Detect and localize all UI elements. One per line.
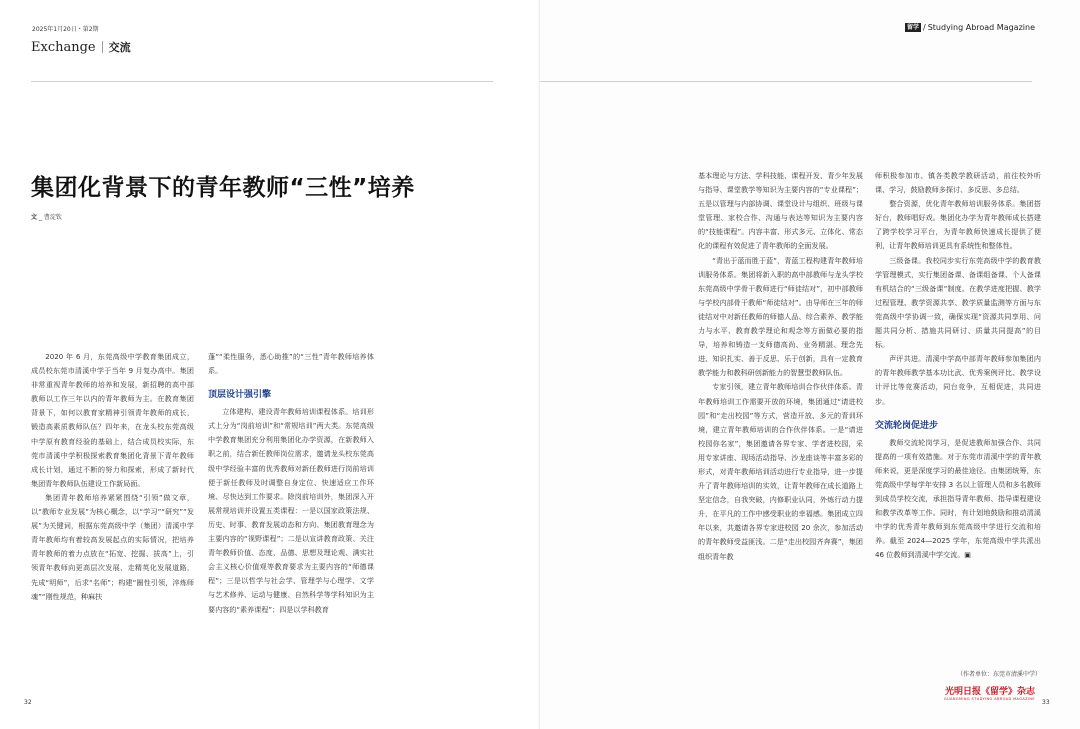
author-sep: _ — [37, 214, 44, 221]
paragraph: 集团青年教师培养紧紧围绕“引领”做文章，以“教师专业发展”为核心概念，以“学习”“研究”“发展”为关键词，根据东莞高级中学（集团）清溪中学青年教师均有着较高发展起点的实际情况，把培养青年教师的着力点放在“拓宽、挖掘、拔高”上，引领青年教师向更高层次发展、走精英化发展道路，先成“明师”，后求“名师”；构建“圈性引领，淬炼师魂”“刚性规范，种麻扶 — [31, 492, 194, 601]
section-en: Exchange — [31, 39, 96, 55]
magazine-header — [905, 23, 1035, 32]
magazine-sep: / — [923, 23, 926, 32]
right-page — [540, 0, 1080, 729]
paragraph: 2020 年 6 月，东莞高级中学教育集团成立，成员校东莞市清溪中学于当年 9 月复办高中。集团非常重视青年教师的培养和发展，新招聘的高中部教师以工作三年以内的青年教师为主。在教育集团背景下，如何以教育家精神引领青年教师的成长，锻造高素质教师队伍？四年来，在龙头校东莞高级中学原有教育经验的基础上，结合成员校实际，东莞市清溪中学积极探索教育集团化背景下青年教师成长计划，通过不断的努力和探索，形成了新时代集团青年教师队伍建设工作新局面。 — [31, 352, 194, 488]
column-3 — [698, 169, 863, 687]
brand-sub: GUANGMING STUDYING ABROAD MAGAZINE — [944, 697, 1035, 701]
author-line — [31, 212, 62, 221]
paragraph: 三级备课。我校同步实行东莞高级中学的教育教学管理模式，实行集团备课、备课组备课、个人备课有机结合的“三级备课”制度。在教学进度把握、教学过程管理、教学资源共享、教学质量监测等方面与东莞高级中学协调一致，确保实现“资源共同享用、问题共同分析、措施共同研讨、质量共同提高”的目标。 — [875, 255, 1041, 350]
paragraph: “青出于蓝而胜于蓝”，青蓝工程构建青年教师培训服务体系。集团将新入职的高中部教师与龙头学校东莞高级中学骨干教师进行“师徒结对”，初中部教师与学校内部骨干教师“师徒结对”。由导师在三年的师徒结对中对新任教师的师德人品、综合素养、教学能力与水平、教育教学理论和观念等方面做必要的指导，培养和铸造一支师德高尚、业务精湛、理念先进、知识扎实、善于反思、乐于创新，具有一定教育教学能力和教科研创新能力的智慧型教师队伍。 — [698, 255, 863, 378]
magazine-logo: 留学 — [906, 24, 919, 31]
header-rule — [31, 81, 493, 82]
paragraph: 专家引领，建立青年教师培训合作伙伴体系。青年教师培训工作需要开放的环境，集团通过“请进校园”和“走出校园”等方式，营造开放、多元的青训环境，建立青年教师培训的合作伙伴体系。一是“请进校园你名家”，集团邀请各界专家、学者进校园，采用专家讲座、现场活动指导、沙龙座谈等丰富多彩的形式，对青年教师培训活动进行专业指导，进一步提升了青年教师培训的实效，让青年教师在成长道路上坚定信念，自我突破，内修职业认同，外炼行动力提升，在平凡的工作中感受职业的幸福感。集团成立四年以来，共邀请各界专家进校园 20 余次，参加活动的青年教师受益匪浅。二是“走出校园齐奔赛”，集团组织青年教 — [698, 382, 863, 561]
paragraph: 声评共进。清溪中学高中部青年教师参加集团内的青年教师教学基本功比武、优秀案例评比、教学设计评比等竞赛活动，同台竞争，互相促进，共同进步。 — [875, 354, 1041, 406]
paragraph: 基本理论与方法、学科技能、课程开发、青少年发展与指导、课堂教学等知识为主要内容的“专业课程”；五是以管理与内部协调、课堂设计与组织、班级与课堂管理、家校合作、沟通与表达等知识为主要内容的“技能课程”。内容丰富、形式多元、立体化、常态化的课程有效促进了青年教师的全面发展。 — [698, 171, 863, 251]
column-1 — [31, 350, 194, 687]
column-4 — [875, 169, 1041, 674]
page-number-right: 33 — [1042, 699, 1050, 706]
header-rule — [540, 81, 1032, 82]
paragraph: 立体建构，建设青年教师培训课程体系。培训形式上分为“岗前培训”和“常规培训”两大类。东莞高级中学教育集团充分利用集团化办学资源，在新教师入职之前，结合新任教师岗位需求，邀请龙头校东莞高级中学经验丰富的优秀教师对新任教师进行岗前培训便于新任教师及时调整自身定位、快速适应工作环境、尽快达到工作要求。除岗前培训外，集团深入开展常规培训并设置五类课程：一是以国家政策法规、历史、时事、教育发展动态和方向、集团教育理念为主要内容的“视野课程”；二是以宣讲教育政策、关注青年教师价值、态度、品德、思想及理论观、满实社会主义核心价值观等教育要求为主要内容的“师德课程”；三是以哲学与社会学、管理学与心理学、文学与艺术修养、运动与健康、自然科学等学科知识为主要内容的“素养课程”；四是以学科教育 — [208, 407, 374, 614]
paragraph: 教师交流轮岗学习，是促进教师加强合作、共同提高的一项有效措施。对于东莞市清溪中学的青年教师来说，更是深度学习的最佳途径。由集团统筹，东莞高级中学每学年安排 3 名以上管理人员和多名教师到成员学校交流，承担指导青年教师、指导课程建设和教学改革等工作。同时，有计划地鼓励和推动清溪中学的优秀青年教师到东莞高级中学进行交流和培养。截至 2024—2025 学年，东莞高级中学共派出 46 位教师到清溪中学交流。▣ — [875, 437, 1041, 560]
section-zh: 交流 — [108, 41, 131, 54]
brand-logo: 光明日报《留学》杂志 — [944, 687, 1035, 697]
author-name: 曹淀钦 — [43, 214, 62, 221]
author-label: 文 — [31, 214, 38, 221]
magazine-name: Studying Abroad Magazine — [927, 23, 1035, 32]
section-divider — [102, 41, 103, 53]
column-2 — [208, 350, 374, 687]
author-affiliation — [875, 670, 1041, 682]
affiliation-text: （作者单位：东莞市清溪中学） — [956, 671, 1041, 678]
issue-date: 2025年1月20日・第2期 — [32, 26, 99, 33]
page-number-left: 32 — [24, 699, 32, 706]
section-heading: 顶层设计强引擎 — [208, 390, 272, 401]
paragraph: 整合资源，优化青年教师培训服务体系。集团搭好台，教师唱好戏。集团化办学为青年教师成长搭建了跨学校学习平台，为青年教师快速成长提供了便利，让青年教师培训更具有系统性和整体性。 — [875, 199, 1041, 251]
footer-brand — [944, 684, 1035, 701]
paragraph: 蓬”“柔性服务，悉心助推”的“三性”青年教师培养体系。 — [208, 352, 374, 376]
section-header — [31, 39, 131, 55]
article-title: 集团化背景下的青年教师“三性”培养 — [31, 175, 415, 201]
paragraph: 师积极参加市、镇各类教学教研活动，前往校外听课、学习，鼓励教师多探讨、多反思、多总结。 — [875, 171, 1041, 195]
section-heading: 交流轮岗促进步 — [875, 420, 939, 431]
